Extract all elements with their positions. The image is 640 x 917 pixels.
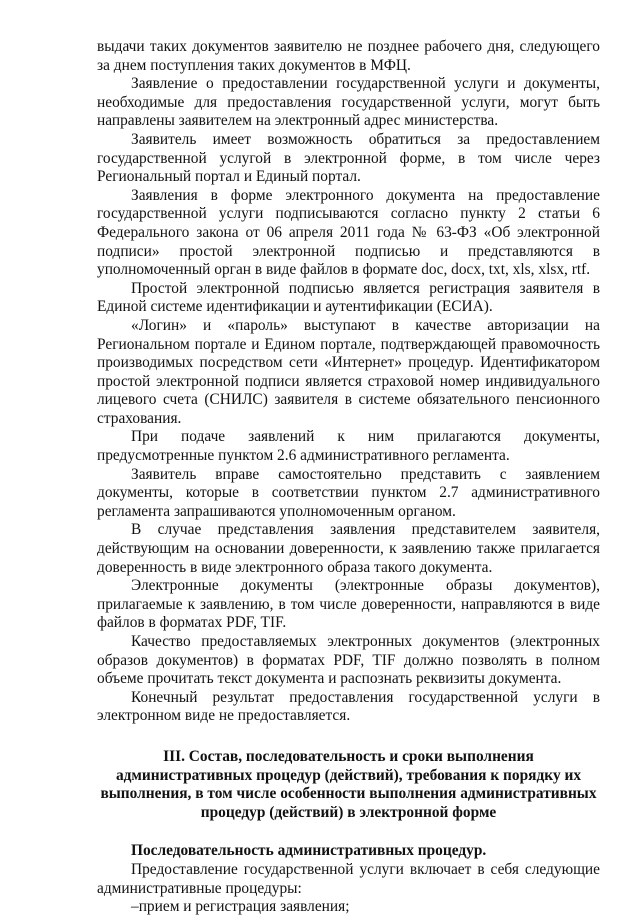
section-title-line: административных процедур (действий), требования к порядку их [115, 766, 582, 784]
paragraph: Заявления в форме электронного документа на предоставление государственной услуги подписываются согласно пункту 2 статьи 6 Федерального закона от 06 апреля 2011 года № 63-ФЗ «Об электронной подписи» простой электронной подписью и представляются в уполномоченный орган в виде файлов в формате doc, docx, txt, xls, xlsx, rtf. [97, 186, 600, 279]
document-page [97, 38, 600, 917]
paragraph: При подаче заявлений к ним прилагаются документы, предусмотренные пунктом 2.6 административного регламента. [97, 428, 600, 465]
paragraph: Заявитель вправе самостоятельно представить с заявлением документы, которые в соответствии пунктом 2.7 административного регламента запрашиваются уполномоченным органом. [97, 465, 600, 520]
paragraph: Заявитель имеет возможность обратиться за предоставлением государственной услугой в электронной форме, в том числе через Региональный портал и Единый портал. [97, 130, 600, 186]
paragraph: выдачи таких документов заявителю не позднее рабочего дня, следующего за днем поступления таких документов в МФЦ. [97, 38, 600, 74]
section-title-line: процедур (действий) в электронной форме [200, 803, 497, 821]
paragraph: «Логин» и «пароль» выступают в качестве авторизации на Региональном портале и Едином портале, подтверждающей правомочность производимых посредством сети «Интернет» процедур. Идентификатором простой электронной подписи является страховой номер индивидуального лицевого счета (СНИЛС) заявителя в системе обязательного пенсионного страхования. [97, 316, 600, 427]
section-title [97, 748, 600, 822]
paragraph: Качество предоставляемых электронных документов (электронных образов документов) в форматах PDF, TIF должно позволять в полном объеме прочитать текст документа и распознать реквизиты документа. [97, 633, 600, 688]
paragraph: В случае представления заявления представителем заявителя, действующим на основании доверенности, к заявлению также прилагается доверенность в виде электронного образа такого документа. [97, 521, 600, 576]
intro-paragraph: Предоставление государственной услуги включает в себя следующие административные процедуры: [97, 860, 600, 897]
paragraph: Заявление о предоставлении государственной услуги и документы, необходимые для предоставления государственной услуги, могут быть направлены заявителем на электронный адрес министерства. [97, 75, 600, 130]
paragraph: Конечный результат предоставления государственной услуги в электронном виде не предоставляется. [97, 688, 600, 725]
section-title-line: III. Состав, последовательность и сроки выполнения [163, 747, 534, 765]
section-title-line: выполнения, в том числе особенности выполнения административных [100, 785, 597, 803]
paragraph: Простой электронной подписью является регистрация заявителя в Единой системе идентификации и аутентификации (ЕСИА). [97, 279, 600, 316]
paragraph: Электронные документы (электронные образы документов), прилагаемые к заявлению, в том числе доверенности, направляются в виде файлов в форматах PDF, TIF. [97, 577, 600, 632]
list-item: –прием и регистрация заявления; [131, 898, 350, 916]
subheading: Последовательность административных процедур. [131, 842, 487, 860]
